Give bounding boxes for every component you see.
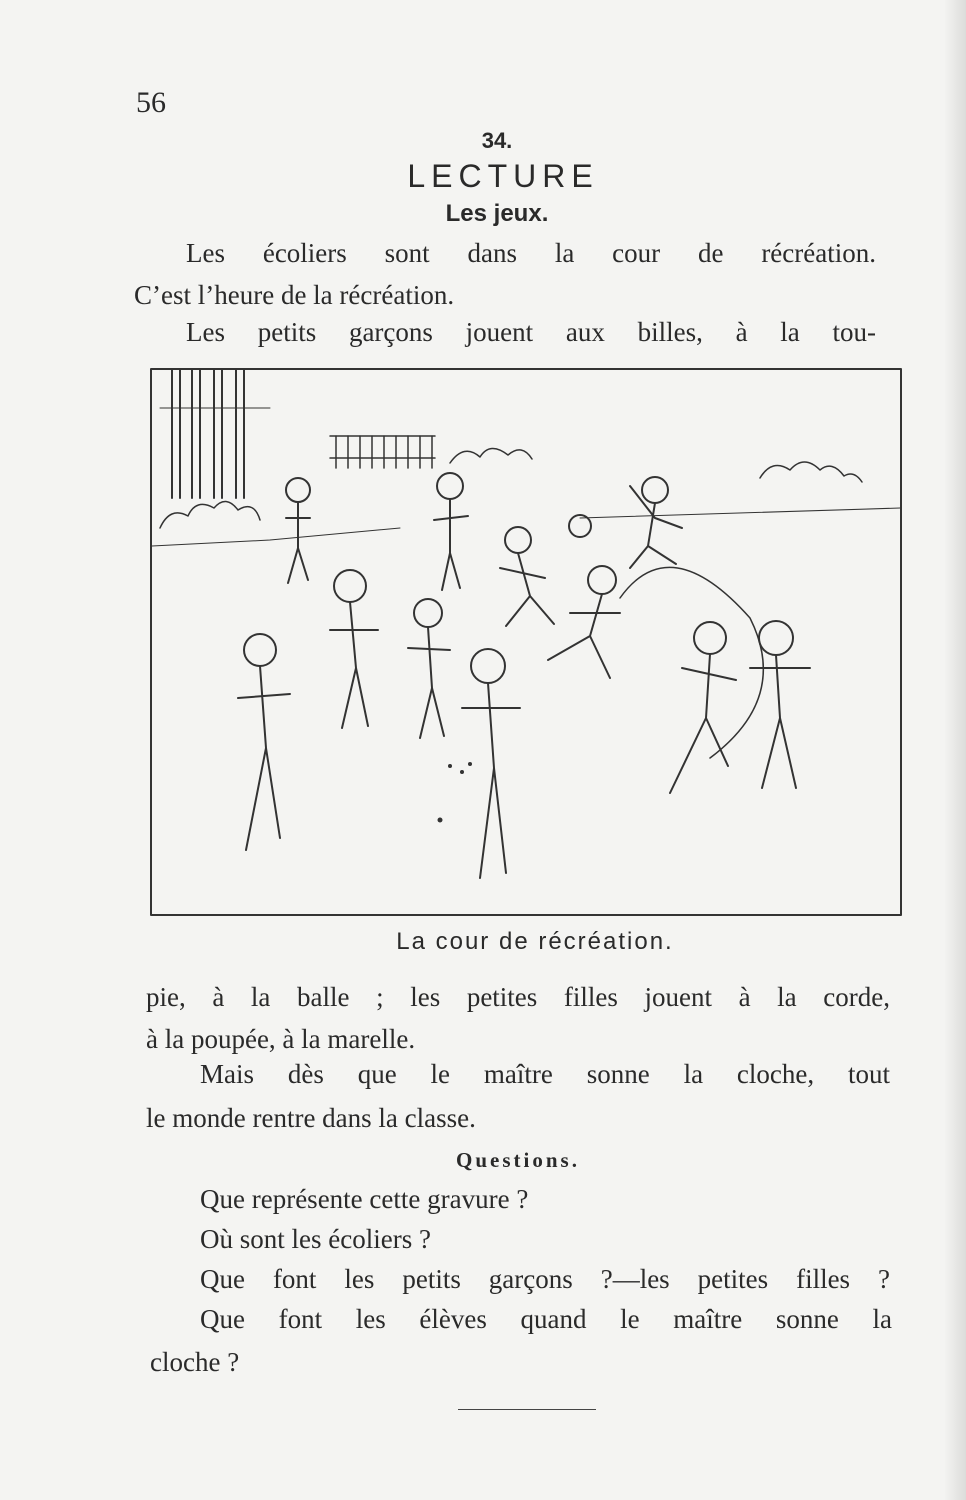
reading-line: C’est l’heure de la récréation. [134,280,455,310]
lesson-number: 34. [481,128,513,153]
reading-line: Les petits garçons jouent aux billes, à la tou- [186,317,876,347]
marbles-shape [438,762,473,823]
rope-shape [620,567,763,758]
bottom-rule [458,1409,596,1410]
reading-line: à la poupée, à la marelle. [146,1024,416,1054]
child-figure [548,566,620,678]
question-line: Où sont les écoliers ? [200,1224,431,1254]
child-figure [500,527,554,626]
child-figure [238,634,290,850]
child-figure [330,570,378,728]
lesson-title: Les jeux. [445,200,549,227]
page-number: 56 [136,86,166,119]
reading-line: pie, à la balle ; les petites filles jouent à la corde, [146,982,890,1012]
reading-line: le monde rentre dans la classe. [146,1103,476,1133]
question-line: cloche ? [150,1347,240,1377]
section-title: LECTURE [407,158,599,194]
question-line: Que représente cette gravure ? [200,1184,529,1214]
reading-line: Mais dès que le maître sonne la cloche, tout [200,1059,890,1089]
questions-heading: Questions. [456,1148,580,1172]
child-figure [750,621,810,788]
question-line: Que font les petits garçons ?—les petites filles ? [200,1264,890,1294]
gate-shape [330,436,435,468]
page-binding-shadow [944,0,966,1500]
question-line: Que font les élèves quand le maître sonne la [200,1304,892,1334]
child-figure [670,622,736,793]
child-figure [434,473,468,590]
playground-illustration [150,368,902,916]
bushes-shape [160,448,862,528]
ground-shape [152,508,900,546]
reading-line: Les écoliers sont dans la cour de récréation. [186,238,876,268]
child-figure [286,478,310,583]
child-figure [408,599,450,738]
building-shape [160,370,270,498]
figure-caption: La cour de récréation. [396,928,674,955]
child-figure [630,477,682,568]
